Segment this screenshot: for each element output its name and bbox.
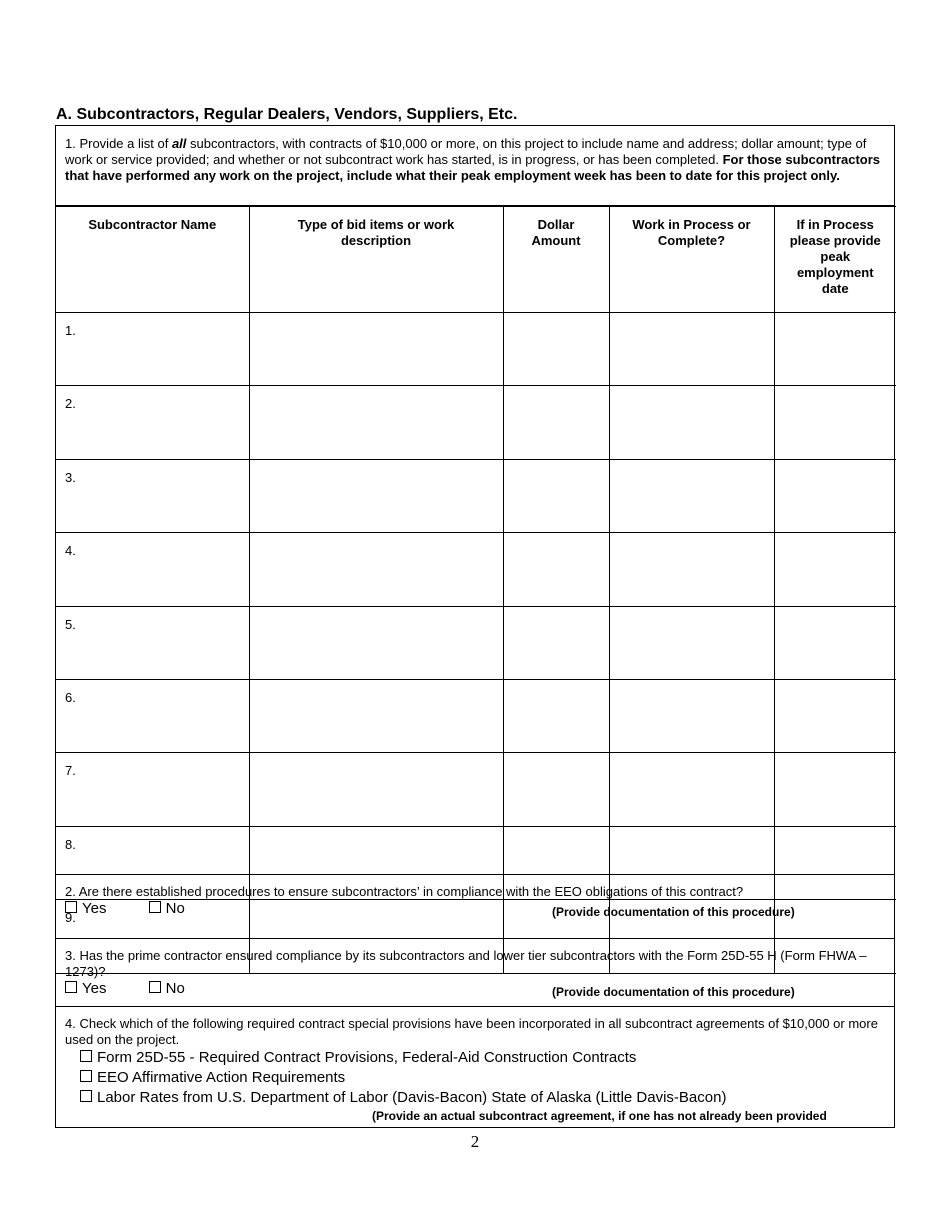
cell-work-description[interactable]: [249, 313, 503, 386]
cell-work-status[interactable]: [609, 679, 774, 752]
checkbox-icon[interactable]: [149, 901, 161, 913]
table-row: [56, 313, 896, 386]
cell-peak-employment-date[interactable]: [774, 679, 896, 752]
cell-dollar-amount[interactable]: [503, 313, 609, 386]
cell-work-description[interactable]: [249, 533, 503, 606]
cell-subcontractor-name[interactable]: [56, 313, 249, 386]
q1-bold-instruction: For those subcontractors that have performed any work on the project, include what their peak employment week has been to date for this project only.: [65, 152, 881, 183]
q2-yes-label: Yes: [82, 900, 107, 917]
cell-subcontractor-name[interactable]: [56, 606, 249, 679]
q4-note: (Provide an actual subcontract agreement, if one has not already been provided: [372, 1109, 827, 1123]
cell-dollar-amount[interactable]: [503, 386, 609, 459]
col-header-dollar-amount: Dollar Amount: [503, 207, 609, 313]
row-number: 6.: [65, 689, 76, 705]
q2-text: 2. Are there established procedures to ensure subcontractors’ in compliance with the EEO obligations of this contract?: [65, 884, 744, 899]
cell-work-status[interactable]: [609, 753, 774, 826]
cell-dollar-amount[interactable]: [503, 753, 609, 826]
cell-work-status[interactable]: [609, 459, 774, 532]
q1-emphasis: all: [171, 136, 187, 151]
row-number: 5.: [65, 616, 76, 632]
checkbox-icon[interactable]: [149, 981, 161, 993]
question-2: [56, 874, 894, 939]
checkbox-icon[interactable]: [80, 1070, 92, 1082]
page-number: 2: [470, 1132, 480, 1151]
table-row: [56, 386, 896, 459]
cell-subcontractor-name[interactable]: [56, 459, 249, 532]
q3-no-label: No: [165, 980, 185, 997]
q3-options: [65, 981, 885, 1001]
cell-work-description[interactable]: [249, 753, 503, 826]
cell-subcontractor-name[interactable]: [56, 753, 249, 826]
cell-work-description[interactable]: [249, 679, 503, 752]
cell-work-description[interactable]: [249, 386, 503, 459]
col-header-work-status: Work in Process or Complete?: [609, 207, 774, 313]
table-row: [56, 459, 896, 532]
col-header-work-description: Type of bid items or work description: [249, 207, 503, 313]
cell-work-status[interactable]: [609, 533, 774, 606]
subcontractor-table: [56, 206, 896, 974]
cell-subcontractor-name[interactable]: [56, 386, 249, 459]
form-frame: [55, 125, 895, 1128]
q2-options: [65, 901, 885, 921]
row-number: 9.: [65, 910, 76, 926]
cell-dollar-amount[interactable]: [503, 533, 609, 606]
cell-dollar-amount[interactable]: [503, 606, 609, 679]
q4-provision-2[interactable]: [80, 1068, 885, 1088]
section-title: A. Subcontractors, Regular Dealers, Vendors, Suppliers, Etc.: [56, 106, 518, 123]
q3-note: (Provide documentation of this procedure): [552, 985, 795, 999]
cell-dollar-amount[interactable]: [503, 459, 609, 532]
q2-yes-option[interactable]: [65, 901, 106, 917]
cell-work-status[interactable]: [609, 313, 774, 386]
q4-provision-1[interactable]: [80, 1048, 885, 1068]
checkbox-icon[interactable]: [80, 1090, 92, 1102]
cell-subcontractor-name[interactable]: [56, 533, 249, 606]
row-number: 4.: [65, 543, 76, 559]
row-number: 1.: [65, 323, 76, 338]
cell-work-description[interactable]: [249, 606, 503, 679]
table-row: [56, 753, 896, 826]
question-1: [56, 126, 894, 206]
col-header-peak-employment-date: If in Process please provide peak employment date: [774, 207, 896, 313]
col-header-subcontractor-name: Subcontractor Name: [56, 207, 249, 313]
table-header-row: [56, 207, 896, 313]
cell-peak-employment-date[interactable]: [774, 533, 896, 606]
q3-text: 3. Has the prime contractor ensured compliance by its subcontractors and lower tier subcontractors with the Form 25D-55 H (Form FHWA – 1273)?: [65, 948, 867, 979]
table-row: [56, 606, 896, 679]
cell-peak-employment-date[interactable]: [774, 459, 896, 532]
q4-provision-label: Form 25D-55 - Required Contract Provisions, Federal-Aid Construction Contracts: [97, 1049, 637, 1066]
row-number: 7.: [65, 763, 76, 779]
q4-provision-3[interactable]: [80, 1088, 885, 1108]
q4-provision-label: EEO Affirmative Action Requirements: [97, 1069, 346, 1086]
row-number: 8.: [65, 836, 76, 852]
cell-work-status[interactable]: [609, 386, 774, 459]
table-row: [56, 533, 896, 606]
cell-peak-employment-date[interactable]: [774, 753, 896, 826]
q1-middle: subcontractors, with contracts of $10,000 or more, on this project to include name and address; dollar amount; type of work or service provided; and whether or not subcontract work has started, is in progress, or has been completed.: [65, 136, 867, 167]
checkbox-icon[interactable]: [65, 981, 77, 993]
q2-no-option[interactable]: [149, 901, 185, 917]
cell-dollar-amount[interactable]: [503, 679, 609, 752]
question-3: [56, 938, 894, 1006]
question-4: [56, 1006, 894, 1129]
cell-subcontractor-name[interactable]: [56, 679, 249, 752]
cell-work-status[interactable]: [609, 606, 774, 679]
q3-yes-label: Yes: [82, 980, 107, 997]
cell-peak-employment-date[interactable]: [774, 313, 896, 386]
q3-no-option[interactable]: [149, 981, 185, 997]
checkbox-icon[interactable]: [80, 1050, 92, 1062]
row-number: 2.: [65, 396, 76, 412]
q3-yes-option[interactable]: [65, 981, 106, 997]
cell-peak-employment-date[interactable]: [774, 606, 896, 679]
checkbox-icon[interactable]: [65, 901, 77, 913]
q4-provision-label: Labor Rates from U.S. Department of Labor (Davis-Bacon) State of Alaska (Little Davis-Bacon): [97, 1089, 727, 1106]
cell-work-description[interactable]: [249, 459, 503, 532]
table-row: [56, 679, 896, 752]
q2-no-label: No: [165, 900, 185, 917]
q2-note: (Provide documentation of this procedure): [552, 905, 795, 919]
cell-peak-employment-date[interactable]: [774, 386, 896, 459]
q4-text: 4. Check which of the following required contract special provisions have been incorporated in all subcontract agreements of $10,000 or more used on the project.: [65, 1016, 878, 1047]
row-number: 3.: [65, 469, 76, 485]
q1-prefix: 1. Provide a list of: [65, 136, 172, 151]
